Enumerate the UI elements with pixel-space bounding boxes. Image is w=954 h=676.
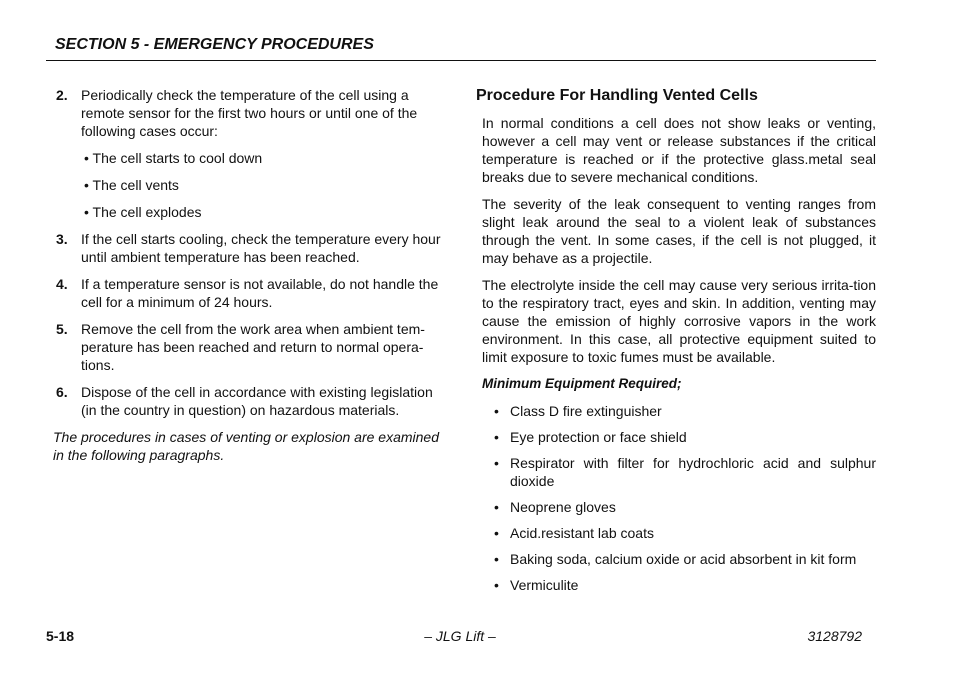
- step-number: 2.: [56, 87, 68, 103]
- paragraph: In normal conditions a cell does not show leaks or venting, however a cell may vent or release substances if the critical temperature is reached or if the protective glass.metal seal breaks due to severe mechanical conditions.: [482, 115, 876, 185]
- list-item: [476, 550, 876, 568]
- bullet-dot: •: [494, 525, 499, 541]
- step-text: Dispose of the cell in accordance with existing legislation (in the country in question) on hazardous materials.: [81, 384, 433, 418]
- list-item-text: Respirator with filter for hydrochloric acid and sulphur dioxide: [510, 455, 876, 489]
- footer-brand: – JLG Lift –: [424, 628, 496, 644]
- paragraph: The severity of the leak consequent to venting ranges from slight leak around the seal to a violent leak of substances through the vent. In some cases, if the cell is not plugged, it may behave as a projectile.: [482, 196, 876, 266]
- bullet-item: • The cell vents: [84, 177, 179, 193]
- procedures-note: The procedures in cases of venting or explosion are examined in the following paragraphs.: [53, 429, 439, 463]
- bullet-dot: •: [494, 499, 499, 515]
- list-item-text: Neoprene gloves: [510, 499, 616, 515]
- document-number: 3128792: [807, 628, 862, 644]
- step-number: 6.: [56, 384, 68, 400]
- list-item: [476, 576, 876, 594]
- step-2: [53, 86, 449, 140]
- section-title: SECTION 5 - EMERGENCY PROCEDURES: [55, 36, 374, 53]
- list-item-text: Baking soda, calcium oxide or acid absorbent in kit form: [510, 551, 857, 567]
- bullet-dot: •: [494, 429, 499, 445]
- list-item-text: Eye protection or face shield: [510, 429, 687, 445]
- step-text: Remove the cell from the work area when ambient tem-perature has been reached and return to normal opera-tions.: [81, 321, 425, 373]
- step-4: [53, 275, 449, 311]
- step-5: [53, 320, 449, 374]
- step-3: [53, 230, 449, 266]
- step-number: 5.: [56, 321, 68, 337]
- bullet-dot: •: [494, 577, 499, 593]
- list-item: [476, 498, 876, 516]
- header-divider: [46, 60, 876, 61]
- list-item-text: Acid.resistant lab coats: [510, 525, 654, 541]
- equipment-list: [476, 402, 876, 594]
- list-item: [476, 454, 876, 490]
- step-text: Periodically check the temperature of the cell using a remote sensor for the first two hours or until one of the following cases occur:: [81, 87, 418, 139]
- bullet-dot: •: [494, 551, 499, 567]
- right-column: [476, 86, 876, 602]
- list-item-text: Vermiculite: [510, 577, 579, 593]
- vented-cells-heading: Procedure For Handling Vented Cells: [476, 87, 758, 104]
- step-text: If the cell starts cooling, check the temperature every hour until ambient temperature has been reached.: [81, 231, 441, 265]
- bullet-item: • The cell starts to cool down: [84, 150, 263, 166]
- page-number: 5-18: [46, 628, 75, 644]
- list-item: [476, 428, 876, 446]
- step-number: 3.: [56, 231, 68, 247]
- list-item: [476, 524, 876, 542]
- bullet-dot: •: [494, 403, 499, 419]
- left-column: [53, 86, 449, 464]
- list-item: [476, 402, 876, 420]
- bullet-item: • The cell explodes: [84, 204, 202, 220]
- paragraph: The electrolyte inside the cell may cause very serious irrita-tion to the respiratory tract, eyes and skin. In addition, venting may cause the emission of highly corrosive vapors in the work environment. In this case, all protective equipment suited to limit exposure to toxic fumes must be available.: [482, 277, 876, 365]
- list-item-text: Class D fire extinguisher: [510, 403, 662, 419]
- step-text: If a temperature sensor is not available, do not handle the cell for a minimum of 24 hours.: [81, 276, 439, 310]
- step-number: 4.: [56, 276, 68, 292]
- step-6: [53, 383, 449, 419]
- equipment-heading: Minimum Equipment Required;: [482, 376, 682, 391]
- bullet-dot: •: [494, 455, 499, 471]
